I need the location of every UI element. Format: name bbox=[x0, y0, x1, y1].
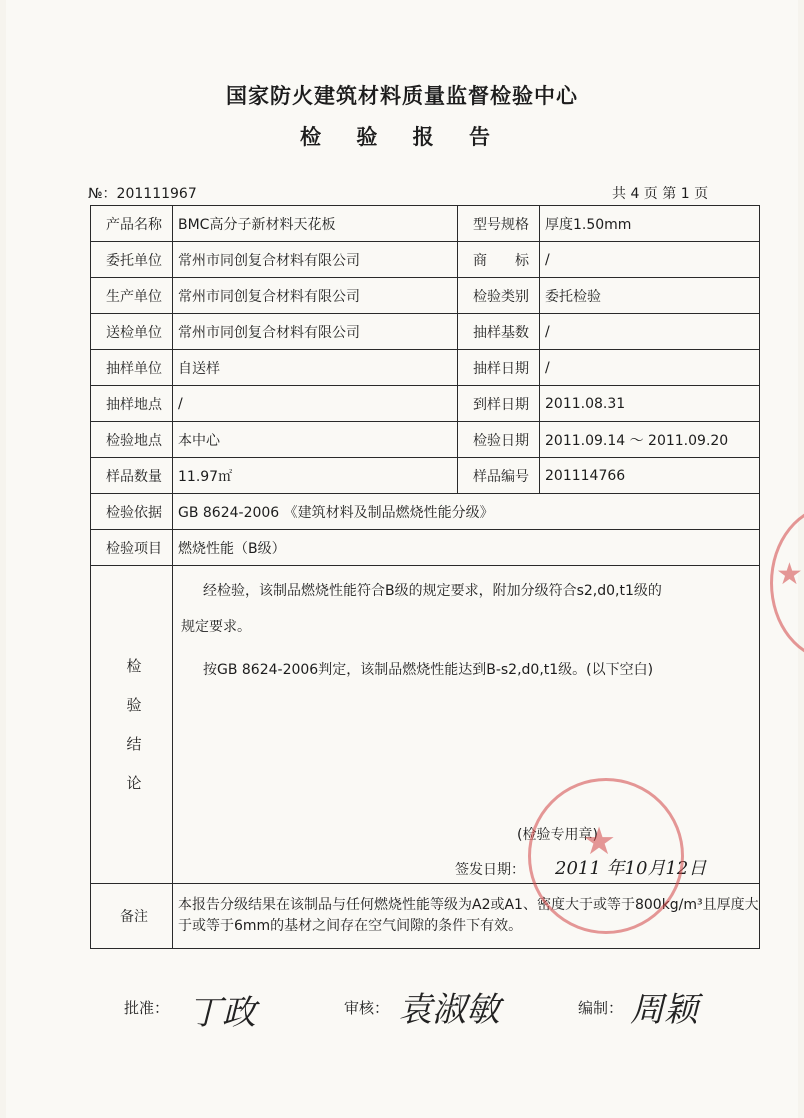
field-value: 常州市同创复合材料有限公司 bbox=[173, 242, 458, 278]
field-value: / bbox=[173, 386, 458, 422]
conclusion-label-char: 检 bbox=[126, 656, 142, 675]
field-value: 自送样 bbox=[173, 350, 458, 386]
field-value: 201114766 bbox=[540, 458, 760, 494]
field-label: 生产单位 bbox=[91, 278, 173, 314]
conclusion-label-char: 验 bbox=[126, 695, 142, 714]
table-row bbox=[91, 314, 760, 350]
field-value: / bbox=[540, 314, 760, 350]
table-row bbox=[91, 422, 760, 458]
field-label: 检验地点 bbox=[91, 422, 173, 458]
field-value: 本中心 bbox=[173, 422, 458, 458]
issue-date: 2011 年10月12日 bbox=[555, 858, 707, 879]
field-label: 商 标 bbox=[458, 242, 540, 278]
table-row bbox=[91, 278, 760, 314]
table-row bbox=[91, 242, 760, 278]
report-number: №：201111967 bbox=[88, 186, 197, 202]
field-value: 11.97㎡ bbox=[173, 458, 458, 494]
approve-signature: 丁政 bbox=[188, 993, 256, 1033]
field-label: 抽样单位 bbox=[91, 350, 173, 386]
conclusion-label-char: 结 bbox=[126, 734, 142, 753]
item-value: 燃烧性能（B级） bbox=[173, 530, 760, 566]
field-value: / bbox=[540, 242, 760, 278]
field-value: 2011.09.14 ～ 2011.09.20 bbox=[540, 422, 760, 458]
item-row bbox=[91, 530, 760, 566]
table-row bbox=[91, 386, 760, 422]
basis-value: GB 8624-2006 《建筑材料及制品燃烧性能分级》 bbox=[173, 494, 760, 530]
table-row bbox=[91, 350, 760, 386]
prepare-label: 编制： bbox=[578, 999, 624, 1017]
prepare-signature: 周颖 bbox=[630, 990, 698, 1030]
field-value: 常州市同创复合材料有限公司 bbox=[173, 314, 458, 350]
item-label: 检验项目 bbox=[91, 530, 173, 566]
conclusion-text: 规定要求。 bbox=[181, 619, 251, 635]
judgement-text: 按GB 8624-2006判定，该制品燃烧性能达到B-s2,d0,t1级。(以下空白) bbox=[203, 662, 654, 678]
field-label: 样品编号 bbox=[458, 458, 540, 494]
center-title: 国家防火建筑材料质量监督检验中心 bbox=[226, 84, 578, 108]
remark-label: 备注 bbox=[91, 884, 173, 949]
conclusion-text: 经检验，该制品燃烧性能符合B级的规定要求，附加分级符合s2,d0,t1级的 bbox=[203, 583, 662, 599]
field-value: 厚度1.50mm bbox=[540, 206, 760, 242]
basis-label: 检验依据 bbox=[91, 494, 173, 530]
field-value: 2011.08.31 bbox=[540, 386, 760, 422]
field-label: 抽样地点 bbox=[91, 386, 173, 422]
field-label: 产品名称 bbox=[91, 206, 173, 242]
field-value: / bbox=[540, 350, 760, 386]
edge-seal-star-icon: ★ bbox=[776, 557, 803, 592]
field-label: 抽样日期 bbox=[458, 350, 540, 386]
report-title: 检 验 报 告 bbox=[300, 125, 504, 149]
table-row bbox=[91, 206, 760, 242]
field-value: 委托检验 bbox=[540, 278, 760, 314]
field-label: 委托单位 bbox=[91, 242, 173, 278]
basis-row bbox=[91, 494, 760, 530]
field-label: 检验日期 bbox=[458, 422, 540, 458]
field-label: 送检单位 bbox=[91, 314, 173, 350]
field-label: 到样日期 bbox=[458, 386, 540, 422]
table-row bbox=[91, 458, 760, 494]
conclusion-label bbox=[91, 566, 173, 884]
page-info: 共 4 页 第 1 页 bbox=[612, 186, 709, 202]
field-value: 常州市同创复合材料有限公司 bbox=[173, 278, 458, 314]
conclusion-label-char: 论 bbox=[126, 773, 142, 792]
review-label: 审核： bbox=[344, 999, 390, 1017]
review-signature: 袁淑敏 bbox=[398, 990, 500, 1030]
seal-star-icon: ★ bbox=[582, 819, 617, 863]
remark-value: 本报告分级结果在该制品与任何燃烧性能等级为A2或A1、密度大于或等于800kg/m³且厚度大于或等于6mm的基材之间存在空气间隙的条件下有效。 bbox=[173, 884, 760, 949]
approve-label: 批准： bbox=[124, 999, 170, 1017]
field-label: 型号规格 bbox=[458, 206, 540, 242]
issue-date-label: 签发日期： bbox=[455, 862, 525, 878]
field-value: BMC高分子新材料天花板 bbox=[173, 206, 458, 242]
field-label: 样品数量 bbox=[91, 458, 173, 494]
stamp-caption: (检验专用章) bbox=[517, 827, 598, 843]
field-label: 抽样基数 bbox=[458, 314, 540, 350]
field-label: 检验类别 bbox=[458, 278, 540, 314]
